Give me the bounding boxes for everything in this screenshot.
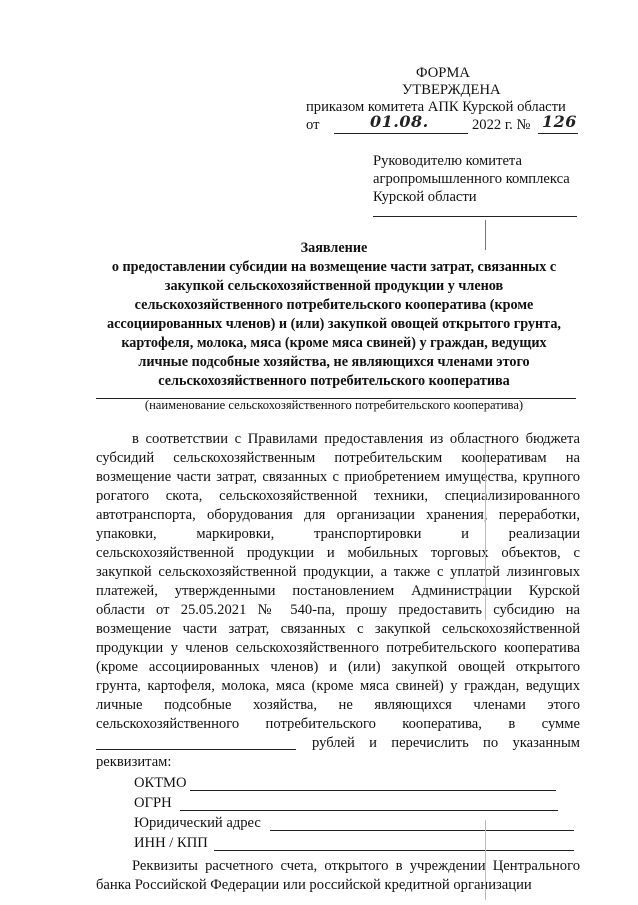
handwritten-number: 126 [542, 112, 577, 131]
amount-suffix-text: рублей и перечислить по указанным [312, 735, 580, 751]
amount-field[interactable] [96, 749, 296, 750]
body-line-9: платежей, утвержденными постановлением Администрации Курской [96, 583, 580, 599]
body-line-4: рогатого скота, сельскохозяйственной техники, специализированного [96, 488, 580, 504]
body-line-11: возмещение части затрат, связанных с закупкой сельскохозяйственной [96, 621, 580, 637]
title-line-4: сельскохозяйственного потребительского кооператива (кроме [134, 297, 534, 313]
bank-line-2: банка Российской Федерации или российской кредитной организации [96, 877, 532, 893]
title-line-3: закупкой сельскохозяйственной продукции у членов [164, 278, 504, 294]
body-line-3: возмещение части затрат, связанных с приобретением имущества, крупного [96, 469, 580, 485]
year-number-text: 2022 г. № [472, 117, 531, 133]
title-line-2: о предоставлении субсидии на возмещение части затрат, связанных с [111, 259, 557, 275]
title-line-8: сельскохозяйственного потребительского кооператива [158, 373, 510, 389]
document-title: Заявление [300, 240, 368, 256]
body-line-8: закупкой сельскохозяйственной продукции, а также с уплатой лизинговых [96, 564, 580, 580]
bank-line-1: Реквизиты расчетного счета, открытого в учреждении Центрального [132, 858, 580, 874]
inn-kpp-label: ИНН / КПП [134, 835, 208, 851]
number-underline [538, 133, 578, 134]
body-line-16: сельскохозяйственного потребительского кооператива, в сумме [96, 716, 580, 732]
body-line-12: продукции у членов сельскохозяйственного потребительского кооператива [96, 640, 580, 656]
form-label: ФОРМА [416, 65, 470, 81]
title-line-5: ассоциированных членов) и (или) закупкой овощей открытого грунта, [107, 316, 561, 332]
scan-fold-line [485, 220, 486, 250]
body-line-13: (кроме ассоциированных членов) и (или) закупкой овощей открытого [96, 659, 580, 675]
legal-address-field[interactable] [270, 830, 574, 831]
date-prefix: от [306, 117, 320, 133]
approved-label: УТВЕРЖДЕНА [402, 82, 501, 98]
ogrn-label: ОГРН [134, 795, 172, 811]
addressee-signature-line [373, 216, 577, 217]
body-line-7: сельскохозяйственной продукции и мобильных торговых объектов, с [96, 545, 580, 561]
oktmo-field[interactable] [190, 790, 556, 791]
date-underline [334, 133, 468, 134]
scan-fold-line [485, 820, 486, 900]
addressee-line-3: Курской области [373, 189, 477, 205]
body-line-6: упаковки, маркировки, транспортировки и реализации [96, 526, 580, 542]
inn-kpp-field[interactable] [214, 850, 574, 851]
body-line-1: в соответствии с Правилами предоставления из областного бюджета [132, 431, 580, 447]
body-line-5: автотранспорта, оборудования для организации хранения, переработки, [96, 507, 580, 523]
requisites-label: реквизитам: [96, 754, 172, 770]
body-line-14: грунта, картофеля, молока, мяса (кроме мяса свиней) у граждан, ведущих [96, 678, 580, 694]
oktmo-label: ОКТМО [134, 775, 187, 791]
title-line-7: личные подсобные хозяйства, не являющихся членами этого [138, 354, 530, 370]
addressee-line-2: агропромышленного комплекса [373, 171, 570, 187]
title-line-6: картофеля, молока, мяса (кроме мяса свиней) у граждан, ведущих [121, 335, 547, 351]
legal-address-label: Юридический адрес [134, 815, 261, 831]
approval-order-text: приказом комитета АПК Курской области [306, 99, 566, 115]
body-line-2: субсидий сельскохозяйственным потребительским кооперативам на [96, 450, 580, 466]
ogrn-field[interactable] [180, 810, 558, 811]
cooperative-name-caption: (наименование сельскохозяйственного потребительского кооператива) [144, 398, 524, 412]
handwritten-date: 01.08. [370, 112, 429, 131]
body-line-15: личные подсобные хозяйства, не являющихся членами этого [96, 697, 580, 713]
scan-fold-line [485, 440, 486, 620]
body-line-10: области от 25.05.2021 № 540-па, прошу предоставить субсидию на [96, 602, 580, 618]
addressee-line-1: Руководителю комитета [373, 153, 522, 169]
